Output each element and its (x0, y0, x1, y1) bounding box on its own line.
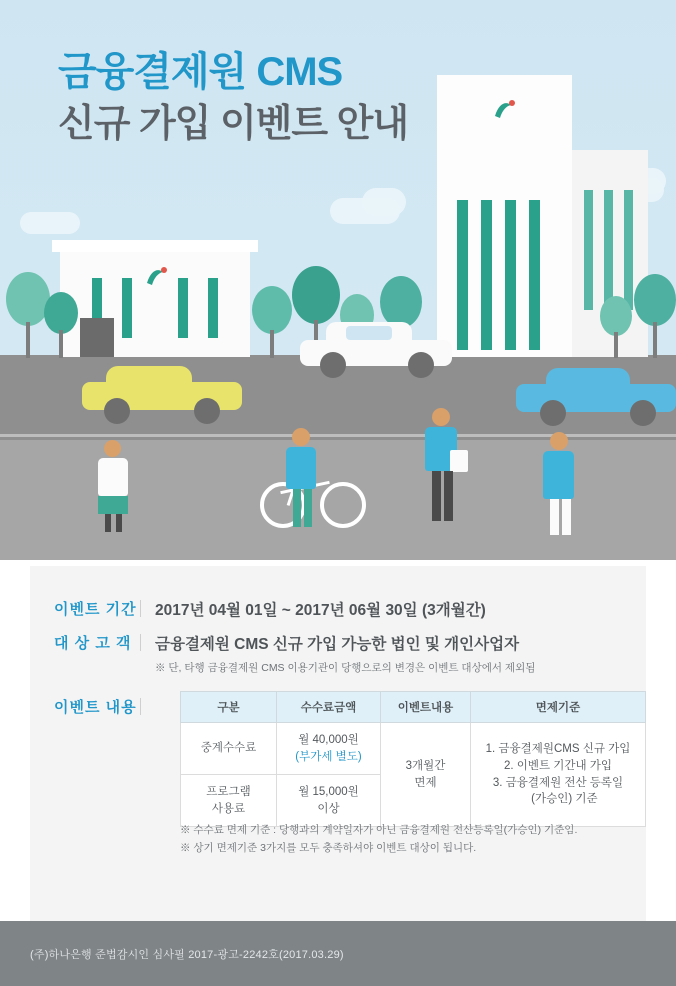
criteria-item-2: 2. 이벤트 기간내 가입 (503, 759, 613, 772)
fee-sub-1: (부가세 별도) (295, 750, 362, 763)
th-fee-amount: 수수료금액 (277, 692, 381, 723)
fee-sub-2: 이상 (317, 802, 340, 815)
person-cyclist (282, 428, 322, 528)
car-white (300, 322, 452, 374)
th-exemption-criteria: 면제기준 (471, 692, 646, 723)
person-with-bag (420, 408, 464, 524)
title-line-2: 신규 가입 이벤트 안내 (58, 103, 409, 145)
criteria-item-1: 1. 금융결제원CMS 신규 가입 (485, 743, 631, 756)
legal-footer (0, 921, 676, 986)
event-period-label: 이벤트 기간 (54, 601, 137, 618)
tree-icon (600, 296, 632, 358)
event-content-line-1: 3개월간 (405, 759, 446, 772)
tree-icon (252, 286, 292, 358)
fee-main-2: 월 15,000원 (298, 785, 359, 798)
footnote-1: ※ 수수료 면제 기준 : 당행과의 계약일자가 아닌 금융결제원 전산등록일(가승인) 기준임. (180, 824, 578, 836)
cell-fee-2 (277, 775, 381, 827)
division-line-2: 사용료 (211, 802, 246, 815)
target-customer-note: ※ 단, 타행 금융결제원 CMS 이용기관이 당행으로의 변경은 이벤트 대상에서 제외됨 (155, 662, 536, 674)
target-customer-label: 대 상 고 객 (54, 635, 132, 652)
bank-logo-icon (492, 99, 518, 121)
criteria-item-4: (가승인) 기준 (518, 793, 598, 806)
fee-table (180, 691, 646, 827)
divider (140, 698, 141, 715)
footnote-2: ※ 상기 면제기준 3가지를 모두 충족하셔야 이벤트 대상이 됩니다. (180, 842, 477, 855)
tree-icon (634, 274, 676, 358)
cell-fee-1 (277, 723, 381, 775)
divider (140, 600, 141, 617)
person-figure (92, 440, 132, 532)
table-row (181, 723, 646, 775)
title-line-1: 금융결제원 CMS (58, 50, 343, 94)
event-period-row (54, 598, 486, 620)
event-period-value: 2017년 04월 01일 ~ 2017년 06월 30일 (3개월간) (155, 602, 486, 619)
building-door (80, 318, 114, 357)
car-yellow (82, 366, 242, 418)
poster-title (58, 46, 408, 150)
details-panel (30, 566, 646, 921)
cell-event-content (381, 723, 471, 827)
event-content-label: 이벤트 내용 (54, 699, 137, 716)
tree-icon (44, 292, 78, 358)
bank-logo-icon (144, 266, 170, 288)
cell-division-2 (181, 775, 277, 827)
target-customer-row (54, 632, 535, 675)
table-header-row (181, 692, 646, 723)
car-blue (516, 368, 676, 420)
footnotes (180, 821, 577, 858)
event-content-line-2: 면제 (414, 776, 437, 789)
division-line-1: 프로그램 (206, 785, 251, 798)
cell-division-1: 중계수수료 (181, 723, 277, 775)
legal-footer-text: (주)하나은행 준법감시인 심사필 2017-광고-2242호(2017.03.29) (30, 948, 344, 961)
event-content-row (54, 696, 155, 717)
cloud-icon (20, 212, 80, 234)
cell-exemption-criteria (471, 723, 646, 827)
target-customer-value: 금융결제원 CMS 신규 가입 가능한 법인 및 개인사업자 (155, 636, 520, 653)
criteria-item-3: 3. 금융결제원 전산 등록일 (492, 776, 624, 789)
th-division: 구분 (181, 692, 277, 723)
fee-main-1: 월 40,000원 (298, 733, 359, 746)
cloud-icon (362, 188, 406, 216)
person-figure (538, 432, 580, 536)
th-event-content: 이벤트내용 (381, 692, 471, 723)
building-main (437, 75, 572, 357)
divider (140, 634, 141, 651)
